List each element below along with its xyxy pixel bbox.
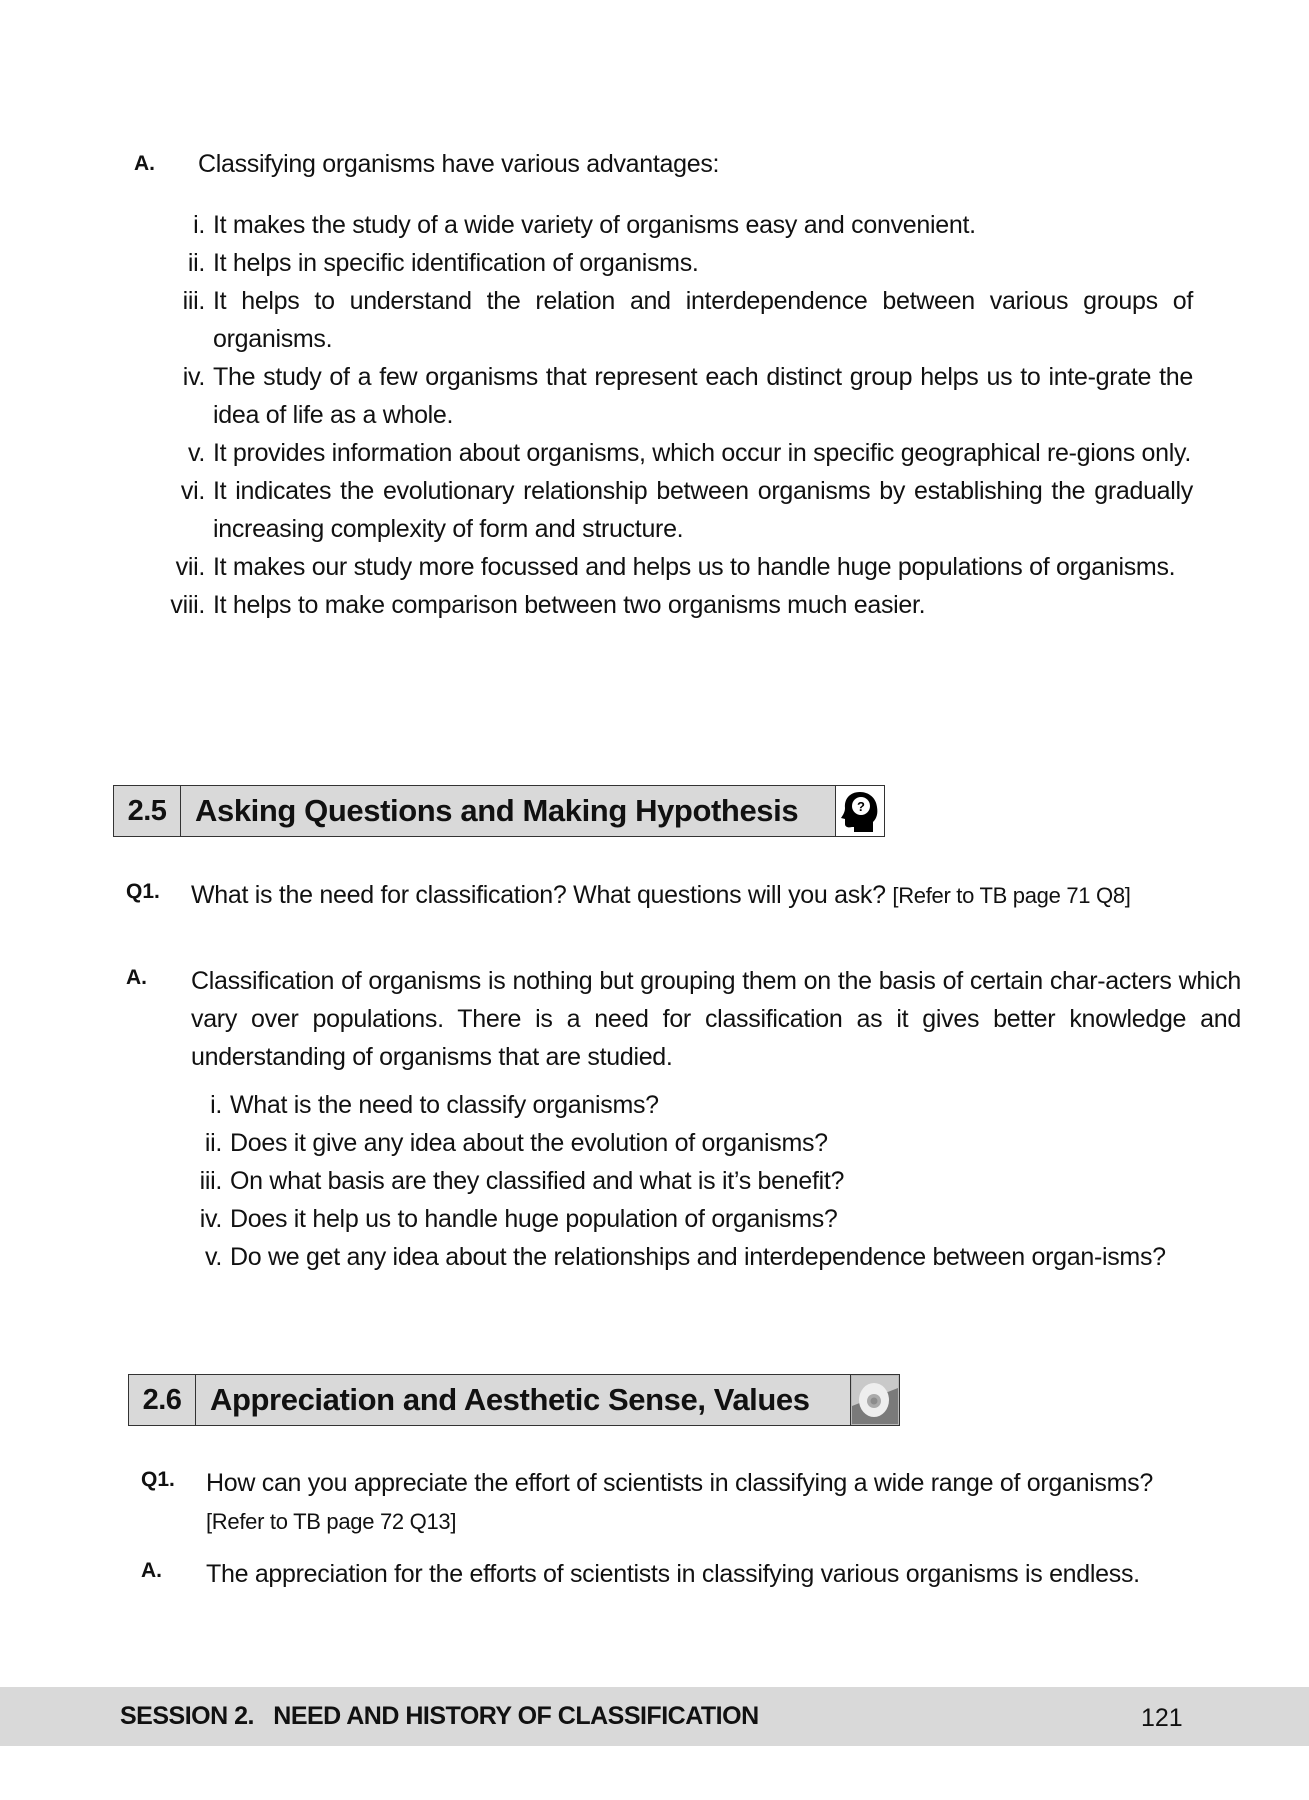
answer-text: The appreciation for the efforts of scientists in classifying various organisms is endless. — [206, 1560, 1140, 1588]
questions-list — [199, 1086, 1210, 1276]
list-item — [180, 472, 1193, 548]
question-text: What is the need for classification? What questions will you ask? — [191, 881, 886, 909]
answer-label: A. — [126, 966, 147, 989]
list-item — [205, 1238, 1210, 1276]
list-item — [188, 434, 1193, 472]
section-heading-2-6 — [128, 1374, 900, 1426]
answer-text: Classification of organisms is nothing but grouping them on the basis of certain char-acters which vary over populations. There is a need for classification as it gives better knowledge and understanding of organisms that are studied. — [191, 967, 1241, 1071]
list-item-number: v. — [205, 1243, 222, 1271]
list-item — [204, 1124, 1210, 1162]
flower-photo-icon — [850, 1375, 899, 1425]
svg-text:?: ? — [857, 799, 865, 814]
list-item-number: i. — [193, 211, 205, 239]
question-label: Q1. — [126, 880, 160, 903]
head-question-icon — [835, 786, 884, 836]
page-footer — [0, 1687, 1309, 1746]
list-item-number: iii. — [199, 1167, 222, 1195]
list-item-text: It helps to make comparison between two organisms much easier. — [213, 591, 926, 619]
list-item-text: It makes the study of a wide variety of organisms easy and convenient. — [213, 211, 976, 239]
answer-intro: Classifying organisms have various advantages: — [198, 150, 720, 178]
footer-title: SESSION 2. NEED AND HISTORY OF CLASSIFICATION — [120, 1702, 759, 1730]
list-item-text: It indicates the evolutionary relationship between organisms by establishing the gradually increasing complexity of form and structure. — [213, 477, 1193, 543]
section-number: 2.5 — [114, 786, 181, 836]
list-item-text: It makes our study more focussed and helps us to handle huge populations of organisms. — [213, 553, 1176, 581]
list-item-text: On what basis are they classified and what is it’s benefit? — [230, 1167, 845, 1195]
section-heading-2-5 — [113, 785, 885, 837]
list-item — [199, 1162, 1210, 1200]
list-item-text: Does it give any idea about the evolution of organisms? — [230, 1129, 828, 1157]
section-title: Appreciation and Aesthetic Sense, Values — [210, 1382, 810, 1417]
question-reference: [Refer to TB page 72 Q13] — [206, 1509, 457, 1534]
list-item — [187, 244, 1193, 282]
list-item-number: i. — [210, 1091, 222, 1119]
question-label: Q1. — [141, 1468, 175, 1491]
list-item-number: viii. — [170, 591, 205, 619]
list-item-text: Do we get any idea about the relationships and interdependence between organ-isms? — [230, 1243, 1166, 1271]
list-item-number: v. — [188, 439, 205, 467]
answer-label: A. — [134, 152, 155, 175]
list-item — [210, 1086, 1210, 1124]
list-item — [182, 358, 1193, 434]
list-item-text: It helps in specific identification of organisms. — [213, 249, 699, 277]
list-item-number: iii. — [182, 287, 205, 315]
list-item-number: ii. — [187, 249, 205, 277]
list-item — [182, 282, 1193, 358]
question-text: How can you appreciate the effort of scientists in classifying a wide range of organisms? — [206, 1469, 1153, 1497]
list-item-text: Does it help us to handle huge population of organisms? — [230, 1205, 838, 1233]
answer-label: A. — [141, 1559, 162, 1582]
list-item-text: It helps to understand the relation and interdependence between various groups of organisms. — [213, 287, 1193, 353]
list-item — [199, 1200, 1210, 1238]
list-item-text: The study of a few organisms that represent each distinct group helps us to inte-grate the idea of life as a whole. — [213, 363, 1193, 429]
advantages-list — [170, 206, 1193, 624]
list-item-text: What is the need to classify organisms? — [230, 1091, 659, 1119]
list-item — [193, 206, 1193, 244]
list-item-text: It provides information about organisms, which occur in specific geographical re-gions only. — [213, 439, 1191, 467]
list-item-number: vii. — [175, 553, 205, 581]
list-item-number: ii. — [204, 1129, 222, 1157]
question-reference: [Refer to TB page 71 Q8] — [892, 883, 1131, 908]
list-item-number: iv. — [182, 363, 205, 391]
section-title: Asking Questions and Making Hypothesis — [195, 793, 799, 828]
page-number: 121 — [1141, 1704, 1183, 1732]
list-item-number: vi. — [180, 477, 205, 505]
list-item — [170, 586, 1193, 624]
list-item-number: iv. — [199, 1205, 222, 1233]
list-item — [175, 548, 1193, 586]
section-number: 2.6 — [129, 1375, 196, 1425]
